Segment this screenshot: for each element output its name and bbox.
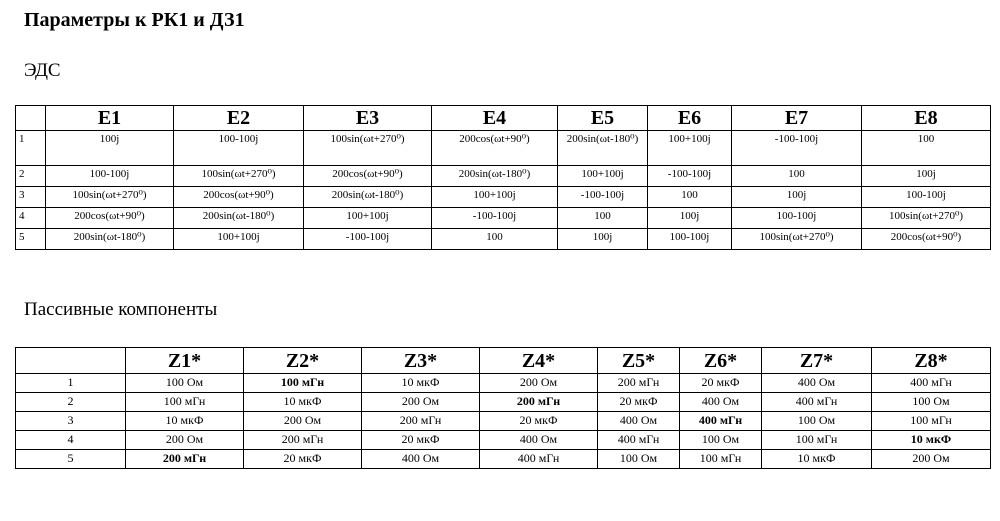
emf-cell: 100+100j [648, 131, 732, 166]
passive-cell: 200 мГн [598, 374, 680, 393]
emf-cell: 200sin(ωt-180⁰) [558, 131, 648, 166]
emf-cell: 100 [648, 187, 732, 208]
emf-cell: 100-100j [862, 187, 991, 208]
emf-cell: 200sin(ωt-180⁰) [174, 208, 304, 229]
passive-row [16, 431, 991, 450]
passive-cell: 200 мГн [244, 431, 362, 450]
passive-cell: 200 Ом [126, 431, 244, 450]
emf-section-heading: ЭДС [24, 60, 61, 81]
emf-corner-cell [16, 106, 46, 131]
emf-row-number: 1 [16, 131, 46, 166]
emf-cell: 100-100j [732, 208, 862, 229]
passive-cell: 400 мГн [872, 374, 991, 393]
passive-column-header: Z8* [872, 348, 991, 374]
passive-column-header: Z4* [480, 348, 598, 374]
passive-cell: 100 мГн [126, 393, 244, 412]
passive-cell: 400 мГн [762, 393, 872, 412]
emf-cell: -100-100j [304, 229, 432, 250]
emf-cell: 100sin(ωt+270⁰) [174, 166, 304, 187]
passive-row-number: 1 [16, 374, 126, 393]
emf-cell: 100 [558, 208, 648, 229]
passive-cell: 400 мГн [480, 450, 598, 469]
passive-cell: 400 Ом [680, 393, 762, 412]
passive-row [16, 450, 991, 469]
emf-column-header: E7 [732, 106, 862, 131]
emf-cell: 100-100j [46, 166, 174, 187]
passive-cell: 200 мГн [362, 412, 480, 431]
emf-cell: 100 [432, 229, 558, 250]
passive-cell: 10 мкФ [362, 374, 480, 393]
passive-cell: 100 мГн [762, 431, 872, 450]
emf-cell: 200cos(ωt+90⁰) [862, 229, 991, 250]
emf-row [16, 229, 991, 250]
passive-section-heading: Пассивные компоненты [24, 299, 218, 320]
passive-cell: 10 мкФ [126, 412, 244, 431]
emf-cell: 100+100j [304, 208, 432, 229]
emf-header-row [16, 106, 991, 131]
emf-cell: 200sin(ωt-180⁰) [304, 187, 432, 208]
emf-cell: 100sin(ωt+270⁰) [46, 187, 174, 208]
document-title: Параметры к РК1 и ДЗ1 [24, 9, 245, 31]
passive-cell: 20 мкФ [244, 450, 362, 469]
passive-cell: 100 Ом [762, 412, 872, 431]
passive-cell: 400 Ом [762, 374, 872, 393]
emf-column-header: E4 [432, 106, 558, 131]
passive-cell: 100 Ом [598, 450, 680, 469]
passive-cell: 10 мкФ [872, 431, 991, 450]
emf-cell: 100 [732, 166, 862, 187]
emf-cell: -100-100j [648, 166, 732, 187]
emf-row-number: 2 [16, 166, 46, 187]
emf-cell: 100sin(ωt+270⁰) [862, 208, 991, 229]
passive-table [15, 347, 991, 469]
emf-column-header: E1 [46, 106, 174, 131]
emf-cell: 100j [732, 187, 862, 208]
passive-row-number: 3 [16, 412, 126, 431]
emf-cell: 100sin(ωt+270⁰) [732, 229, 862, 250]
emf-cell: 200cos(ωt+90⁰) [174, 187, 304, 208]
emf-row [16, 208, 991, 229]
passive-cell: 200 Ом [362, 393, 480, 412]
passive-cell: 20 мкФ [362, 431, 480, 450]
passive-column-header: Z5* [598, 348, 680, 374]
emf-column-header: E8 [862, 106, 991, 131]
emf-cell: 100+100j [558, 166, 648, 187]
emf-row [16, 166, 991, 187]
passive-cell: 400 Ом [598, 412, 680, 431]
passive-cell: 400 Ом [480, 431, 598, 450]
emf-column-header: E6 [648, 106, 732, 131]
emf-cell: 200sin(ωt-180⁰) [46, 229, 174, 250]
passive-cell: 400 мГн [680, 412, 762, 431]
emf-cell: 100+100j [432, 187, 558, 208]
passive-cell: 100 Ом [126, 374, 244, 393]
emf-cell: 100-100j [648, 229, 732, 250]
passive-row-number: 4 [16, 431, 126, 450]
passive-row [16, 412, 991, 431]
emf-cell: 200cos(ωt+90⁰) [432, 131, 558, 166]
emf-cell: 100j [648, 208, 732, 229]
passive-row-number: 2 [16, 393, 126, 412]
passive-corner-cell [16, 348, 126, 374]
passive-cell: 400 Ом [362, 450, 480, 469]
passive-cell: 100 мГн [872, 412, 991, 431]
emf-cell: 200cos(ωt+90⁰) [46, 208, 174, 229]
emf-row [16, 131, 991, 166]
passive-column-header: Z3* [362, 348, 480, 374]
passive-row-number: 5 [16, 450, 126, 469]
emf-column-header: E2 [174, 106, 304, 131]
emf-table [15, 105, 991, 250]
passive-row [16, 393, 991, 412]
passive-column-header: Z1* [126, 348, 244, 374]
emf-cell: 100+100j [174, 229, 304, 250]
passive-cell: 100 Ом [872, 393, 991, 412]
passive-header-row [16, 348, 991, 374]
passive-cell: 200 мГн [126, 450, 244, 469]
passive-cell: 200 Ом [480, 374, 598, 393]
passive-cell: 20 мкФ [680, 374, 762, 393]
emf-cell: 100 [862, 131, 991, 166]
emf-row-number: 4 [16, 208, 46, 229]
emf-cell: 100-100j [174, 131, 304, 166]
passive-cell: 10 мкФ [244, 393, 362, 412]
passive-cell: 200 Ом [872, 450, 991, 469]
emf-cell: -100-100j [558, 187, 648, 208]
emf-cell: 200cos(ωt+90⁰) [304, 166, 432, 187]
emf-row-number: 5 [16, 229, 46, 250]
passive-cell: 20 мкФ [480, 412, 598, 431]
emf-cell: -100-100j [732, 131, 862, 166]
emf-column-header: E5 [558, 106, 648, 131]
emf-row-number: 3 [16, 187, 46, 208]
passive-cell: 200 мГн [480, 393, 598, 412]
passive-cell: 400 мГн [598, 431, 680, 450]
emf-cell: 100j [862, 166, 991, 187]
emf-cell: 200sin(ωt-180⁰) [432, 166, 558, 187]
passive-cell: 10 мкФ [762, 450, 872, 469]
passive-cell: 100 мГн [680, 450, 762, 469]
passive-row [16, 374, 991, 393]
emf-cell: 100j [46, 131, 174, 166]
emf-column-header: E3 [304, 106, 432, 131]
passive-column-header: Z6* [680, 348, 762, 374]
emf-cell: 100sin(ωt+270⁰) [304, 131, 432, 166]
passive-cell: 100 мГн [244, 374, 362, 393]
passive-cell: 20 мкФ [598, 393, 680, 412]
passive-column-header: Z2* [244, 348, 362, 374]
emf-cell: 100j [558, 229, 648, 250]
emf-cell: -100-100j [432, 208, 558, 229]
passive-cell: 100 Ом [680, 431, 762, 450]
emf-row [16, 187, 991, 208]
passive-column-header: Z7* [762, 348, 872, 374]
passive-cell: 200 Ом [244, 412, 362, 431]
